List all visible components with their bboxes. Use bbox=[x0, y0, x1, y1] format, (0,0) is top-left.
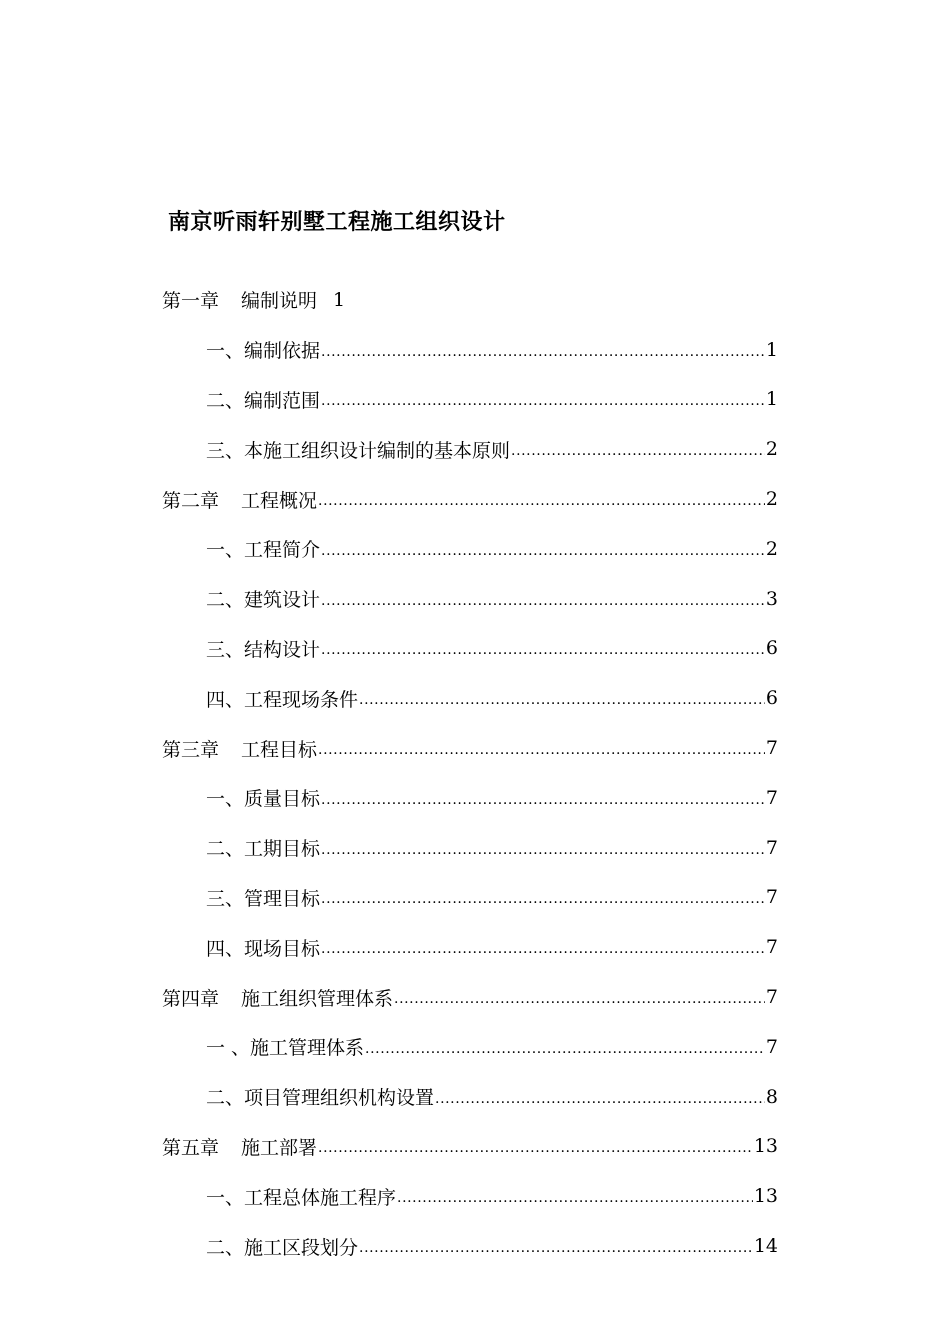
toc-entry-text: 一、编制依据 bbox=[206, 340, 321, 363]
toc-entry[interactable] bbox=[162, 922, 778, 972]
toc-entry-text: 二、编制范围 bbox=[206, 389, 321, 412]
toc-page-number: 6 bbox=[765, 687, 778, 710]
toc-page-number: 2 bbox=[765, 488, 778, 511]
toc-entry-label bbox=[206, 784, 320, 811]
toc-dot-leader bbox=[318, 488, 765, 510]
toc-dot-leader bbox=[321, 588, 765, 610]
toc-entry-label bbox=[206, 1183, 396, 1210]
toc-chapter-number: 第二章 bbox=[162, 489, 220, 512]
toc-entry[interactable] bbox=[162, 275, 778, 325]
toc-entry[interactable] bbox=[162, 1221, 778, 1271]
toc-dot-leader bbox=[318, 737, 765, 759]
toc-entry-label bbox=[206, 386, 320, 413]
toc-page-number: 7 bbox=[765, 886, 778, 909]
toc-entry-label bbox=[206, 635, 320, 662]
toc-entry[interactable] bbox=[162, 972, 778, 1022]
toc-dot-leader bbox=[321, 936, 765, 958]
toc-entry-label bbox=[206, 834, 320, 861]
toc-entry-text: 三、结构设计 bbox=[206, 638, 321, 661]
toc-entry-label bbox=[162, 286, 317, 313]
toc-entry[interactable] bbox=[162, 1171, 778, 1221]
table-of-contents bbox=[162, 275, 778, 1271]
toc-entry[interactable] bbox=[162, 375, 778, 425]
toc-entry-text: 施工组织管理体系 bbox=[241, 987, 394, 1010]
toc-page-number: 6 bbox=[765, 637, 778, 660]
toc-entry[interactable] bbox=[162, 474, 778, 524]
toc-entry[interactable] bbox=[162, 823, 778, 873]
toc-entry[interactable] bbox=[162, 723, 778, 773]
toc-dot-leader bbox=[394, 986, 765, 1008]
toc-page-number: 7 bbox=[765, 936, 778, 959]
toc-dot-leader bbox=[321, 637, 765, 659]
toc-entry[interactable] bbox=[162, 524, 778, 574]
toc-entry-label bbox=[206, 436, 510, 463]
toc-page-number: 7 bbox=[765, 737, 778, 760]
toc-entry-label bbox=[162, 984, 393, 1011]
toc-page-number: 13 bbox=[753, 1185, 778, 1208]
toc-page-number: 7 bbox=[765, 986, 778, 1009]
toc-entry-label bbox=[206, 934, 320, 961]
toc-dot-leader bbox=[321, 837, 765, 859]
toc-dot-leader bbox=[321, 886, 765, 908]
toc-entry-label bbox=[206, 1233, 358, 1260]
toc-page-number: 1 bbox=[765, 338, 778, 361]
toc-page-number: 1 bbox=[765, 388, 778, 411]
toc-entry-text: 二、建筑设计 bbox=[206, 589, 321, 612]
toc-chapter-number: 第三章 bbox=[162, 738, 220, 761]
toc-page-number: 8 bbox=[765, 1085, 778, 1108]
toc-page-number: 14 bbox=[753, 1235, 778, 1258]
toc-dot-leader bbox=[511, 438, 765, 460]
toc-entry-text: 二、项目管理组织机构设置 bbox=[206, 1087, 435, 1110]
toc-page-number: 1 bbox=[333, 288, 346, 311]
toc-entry-text: 二、工期目标 bbox=[206, 838, 321, 861]
toc-entry-label bbox=[162, 735, 317, 762]
toc-entry[interactable] bbox=[162, 1072, 778, 1122]
toc-entry-text: 一 、施工管理体系 bbox=[206, 1037, 365, 1060]
toc-page-number: 2 bbox=[765, 438, 778, 461]
toc-entry[interactable] bbox=[162, 325, 778, 375]
toc-entry[interactable] bbox=[162, 873, 778, 923]
toc-dot-leader bbox=[359, 1235, 753, 1257]
toc-entry-text: 工程目标 bbox=[241, 738, 318, 761]
toc-page-number: 7 bbox=[765, 786, 778, 809]
toc-entry-text: 三、本施工组织设计编制的基本原则 bbox=[206, 439, 511, 462]
toc-page-number: 7 bbox=[765, 1035, 778, 1058]
document-title: 南京听雨轩别墅工程施工组织设计 bbox=[168, 209, 506, 235]
toc-entry-text: 工程概况 bbox=[241, 489, 318, 512]
toc-chapter-number: 第一章 bbox=[162, 290, 220, 313]
toc-chapter-number: 第五章 bbox=[162, 1136, 220, 1159]
toc-entry[interactable] bbox=[162, 1022, 778, 1072]
toc-dot-leader bbox=[321, 538, 765, 560]
toc-dot-leader bbox=[397, 1185, 753, 1207]
toc-chapter-number: 第四章 bbox=[162, 987, 220, 1010]
toc-entry[interactable] bbox=[162, 773, 778, 823]
toc-page-number: 13 bbox=[753, 1135, 778, 1158]
toc-entry-text: 一、质量目标 bbox=[206, 788, 321, 811]
toc-page-number: 7 bbox=[765, 836, 778, 859]
toc-dot-leader bbox=[321, 388, 765, 410]
toc-dot-leader bbox=[318, 1135, 753, 1157]
toc-entry-text: 编制说明 bbox=[241, 290, 318, 313]
toc-entry-label bbox=[162, 486, 317, 513]
toc-dot-leader bbox=[359, 687, 765, 709]
toc-entry-text: 施工部署 bbox=[241, 1136, 318, 1159]
toc-entry-label bbox=[206, 1083, 434, 1110]
toc-entry-label bbox=[206, 535, 320, 562]
toc-entry-text: 四、现场目标 bbox=[206, 937, 321, 960]
toc-entry[interactable] bbox=[162, 673, 778, 723]
toc-entry-text: 三、管理目标 bbox=[206, 887, 321, 910]
toc-entry-label bbox=[206, 336, 320, 363]
toc-dot-leader bbox=[435, 1086, 765, 1108]
toc-entry-text: 四、工程现场条件 bbox=[206, 688, 359, 711]
toc-entry-text: 一、工程总体施工程序 bbox=[206, 1186, 397, 1209]
toc-entry-label bbox=[206, 685, 358, 712]
toc-entry-label bbox=[206, 884, 320, 911]
toc-entry-text: 一、工程简介 bbox=[206, 539, 321, 562]
toc-dot-leader bbox=[321, 339, 765, 361]
toc-entry-label bbox=[206, 585, 320, 612]
toc-entry[interactable] bbox=[162, 424, 778, 474]
toc-dot-leader bbox=[365, 1036, 765, 1058]
toc-entry[interactable] bbox=[162, 1122, 778, 1172]
toc-entry-label bbox=[206, 1033, 364, 1060]
toc-entry-text: 二、施工区段划分 bbox=[206, 1236, 359, 1259]
toc-page-number: 2 bbox=[765, 537, 778, 560]
toc-entry[interactable] bbox=[162, 624, 778, 674]
toc-page-number: 3 bbox=[765, 587, 778, 610]
toc-dot-leader bbox=[321, 787, 765, 809]
toc-entry[interactable] bbox=[162, 574, 778, 624]
toc-entry-label bbox=[162, 1133, 317, 1160]
